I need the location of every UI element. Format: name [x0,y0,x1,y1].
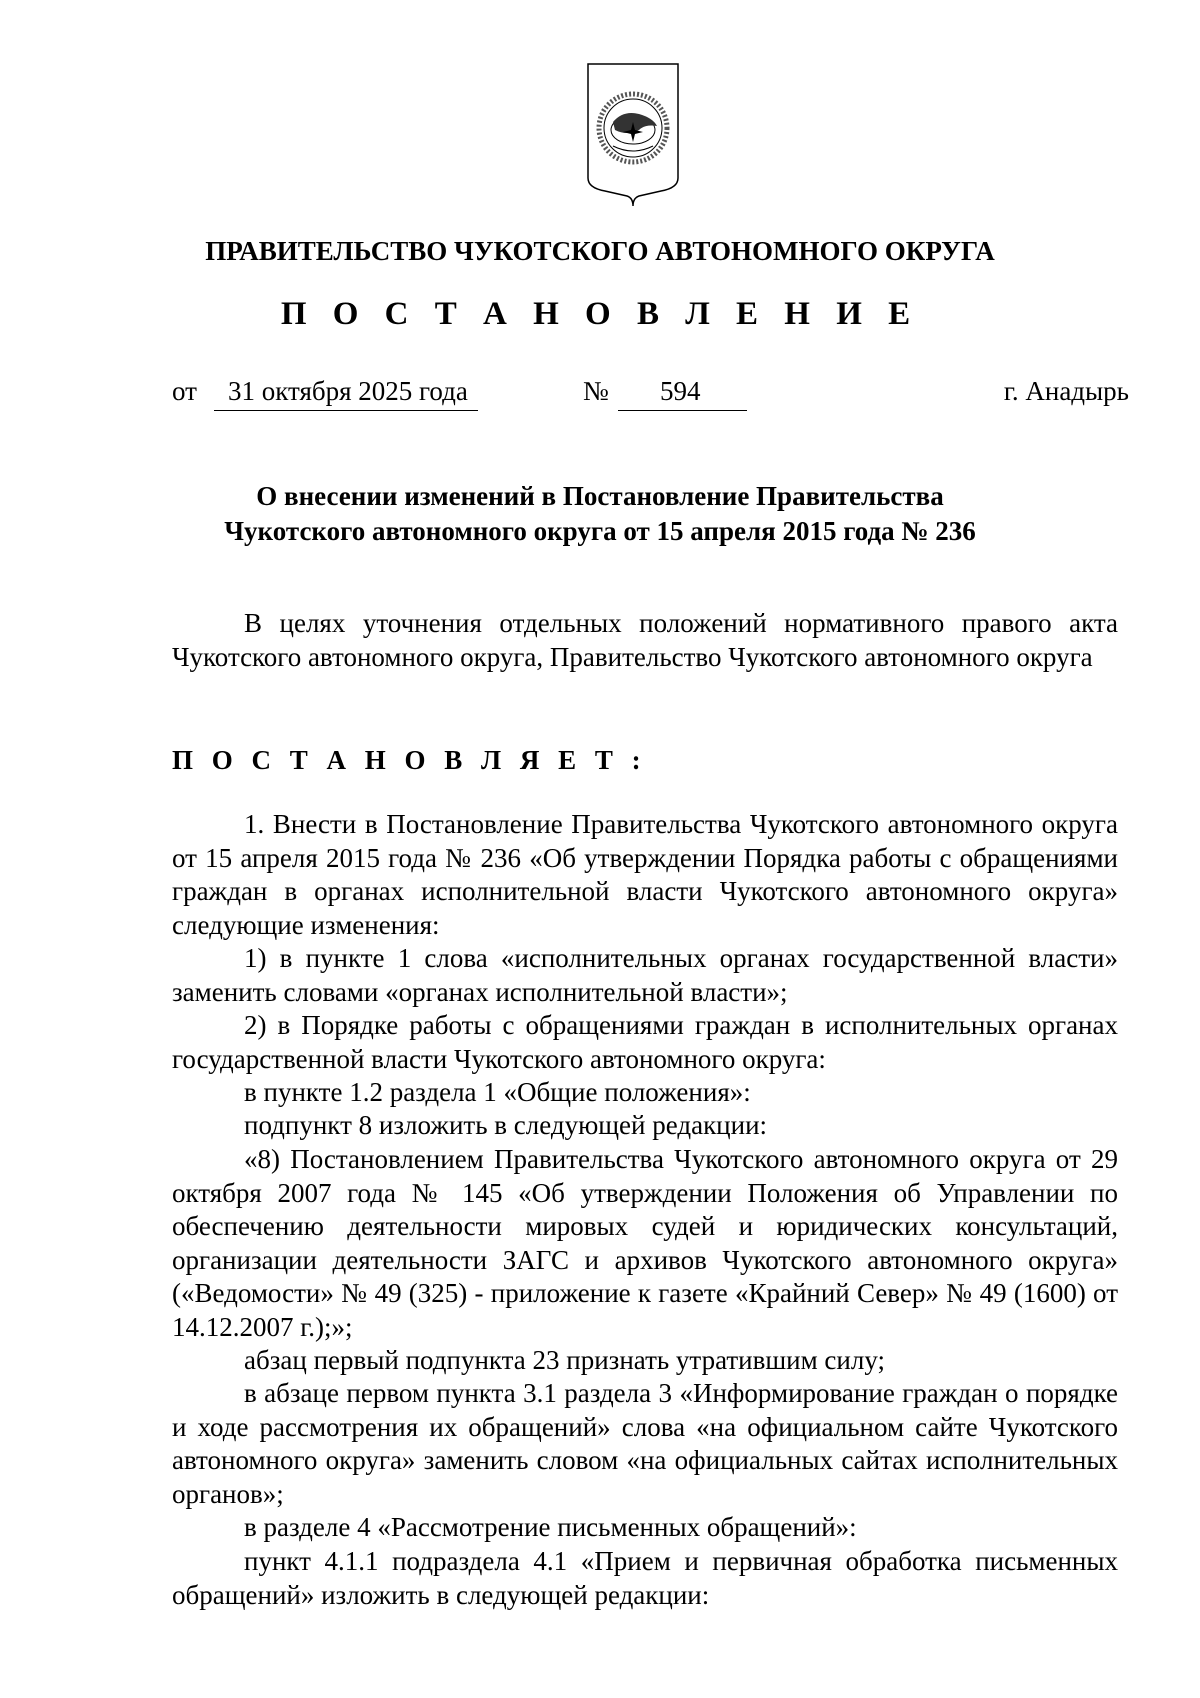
chukotka-coat-of-arms-icon [583,60,683,208]
paragraph-4: в пункте 1.2 раздела 1 «Общие положения»: [244,1077,751,1107]
paragraph-2: 1) в пункте 1 слова «исполнительных органах государственной власти» заменить словами «органах исполнительной власти»; [172,943,1118,1007]
paragraph-3: 2) в Порядке работы с обращениями граждан в исполнительных органах государственной власти Чукотского автономного округа: [172,1010,1118,1074]
date-underline [214,410,478,411]
date-prefix: от [172,376,197,406]
paragraph-5: подпункт 8 изложить в следующей редакции: [244,1110,768,1140]
number-underline [618,410,747,411]
document-date: 31 октября 2025 года [228,376,468,406]
paragraph-7: абзац первый подпункта 23 признать утратившим силу; [244,1345,885,1375]
decree-word: П О С Т А Н О В Л Я Е Т : [172,745,647,775]
paragraph-1: 1. Внести в Постановление Правительства Чукотского автономного округа от 15 апреля 2015 года № 236 «Об утверждении Порядка работы с обращениями граждан в органах исполнительной власти Чукотского автономного округа» следующие изменения: [172,809,1118,940]
document-city: г. Анадырь [1003,376,1129,406]
document-title [0,479,1200,549]
title-line-2: Чукотского автономного округа от 15 апреля 2015 года № 236 [224,516,976,546]
paragraph-10: пункт 4.1.1 подраздела 4.1 «Прием и первичная обработка письменных обращений» изложить в следующей редакции: [172,1546,1118,1610]
dateline [172,376,1129,416]
number-sign: № [583,376,609,406]
document-number: 594 [660,376,701,406]
title-line-1: О внесении изменений в Постановление Правительства [256,481,944,511]
paragraph-9: в разделе 4 «Рассмотрение письменных обращений»: [244,1512,857,1542]
paragraph-6: «8) Постановлением Правительства Чукотского автономного округа от 29 октября 2007 года № 145 «Об утверждении Положения об Управлении по обеспечению деятельности мировых судей и юридических консультаций, организации деятельности ЗАГС и архивов Чукотского автономного округа» («Ведомости» № 49 (325) - приложение к газете «Крайний Север» № 49 (1600) от 14.12.2007 г.);»; [172,1144,1118,1342]
document-type: П О С Т А Н О В Л Е Н И Е [280,296,920,332]
paragraph-8: в абзаце первом пункта 3.1 раздела 3 «Информирование граждан о порядке и ходе рассмотрения их обращений» слова «на официальном сайте Чукотского автономного округа» заменить словом «на официальных сайтах исполнительных органов»; [172,1378,1118,1509]
preamble: В целях уточнения отдельных положений нормативного правого акта Чукотского автономного округа, Правительство Чукотского автономного округа [172,608,1118,672]
organization-name: ПРАВИТЕЛЬСТВО ЧУКОТСКОГО АВТОНОМНОГО ОКРУГА [205,236,995,266]
